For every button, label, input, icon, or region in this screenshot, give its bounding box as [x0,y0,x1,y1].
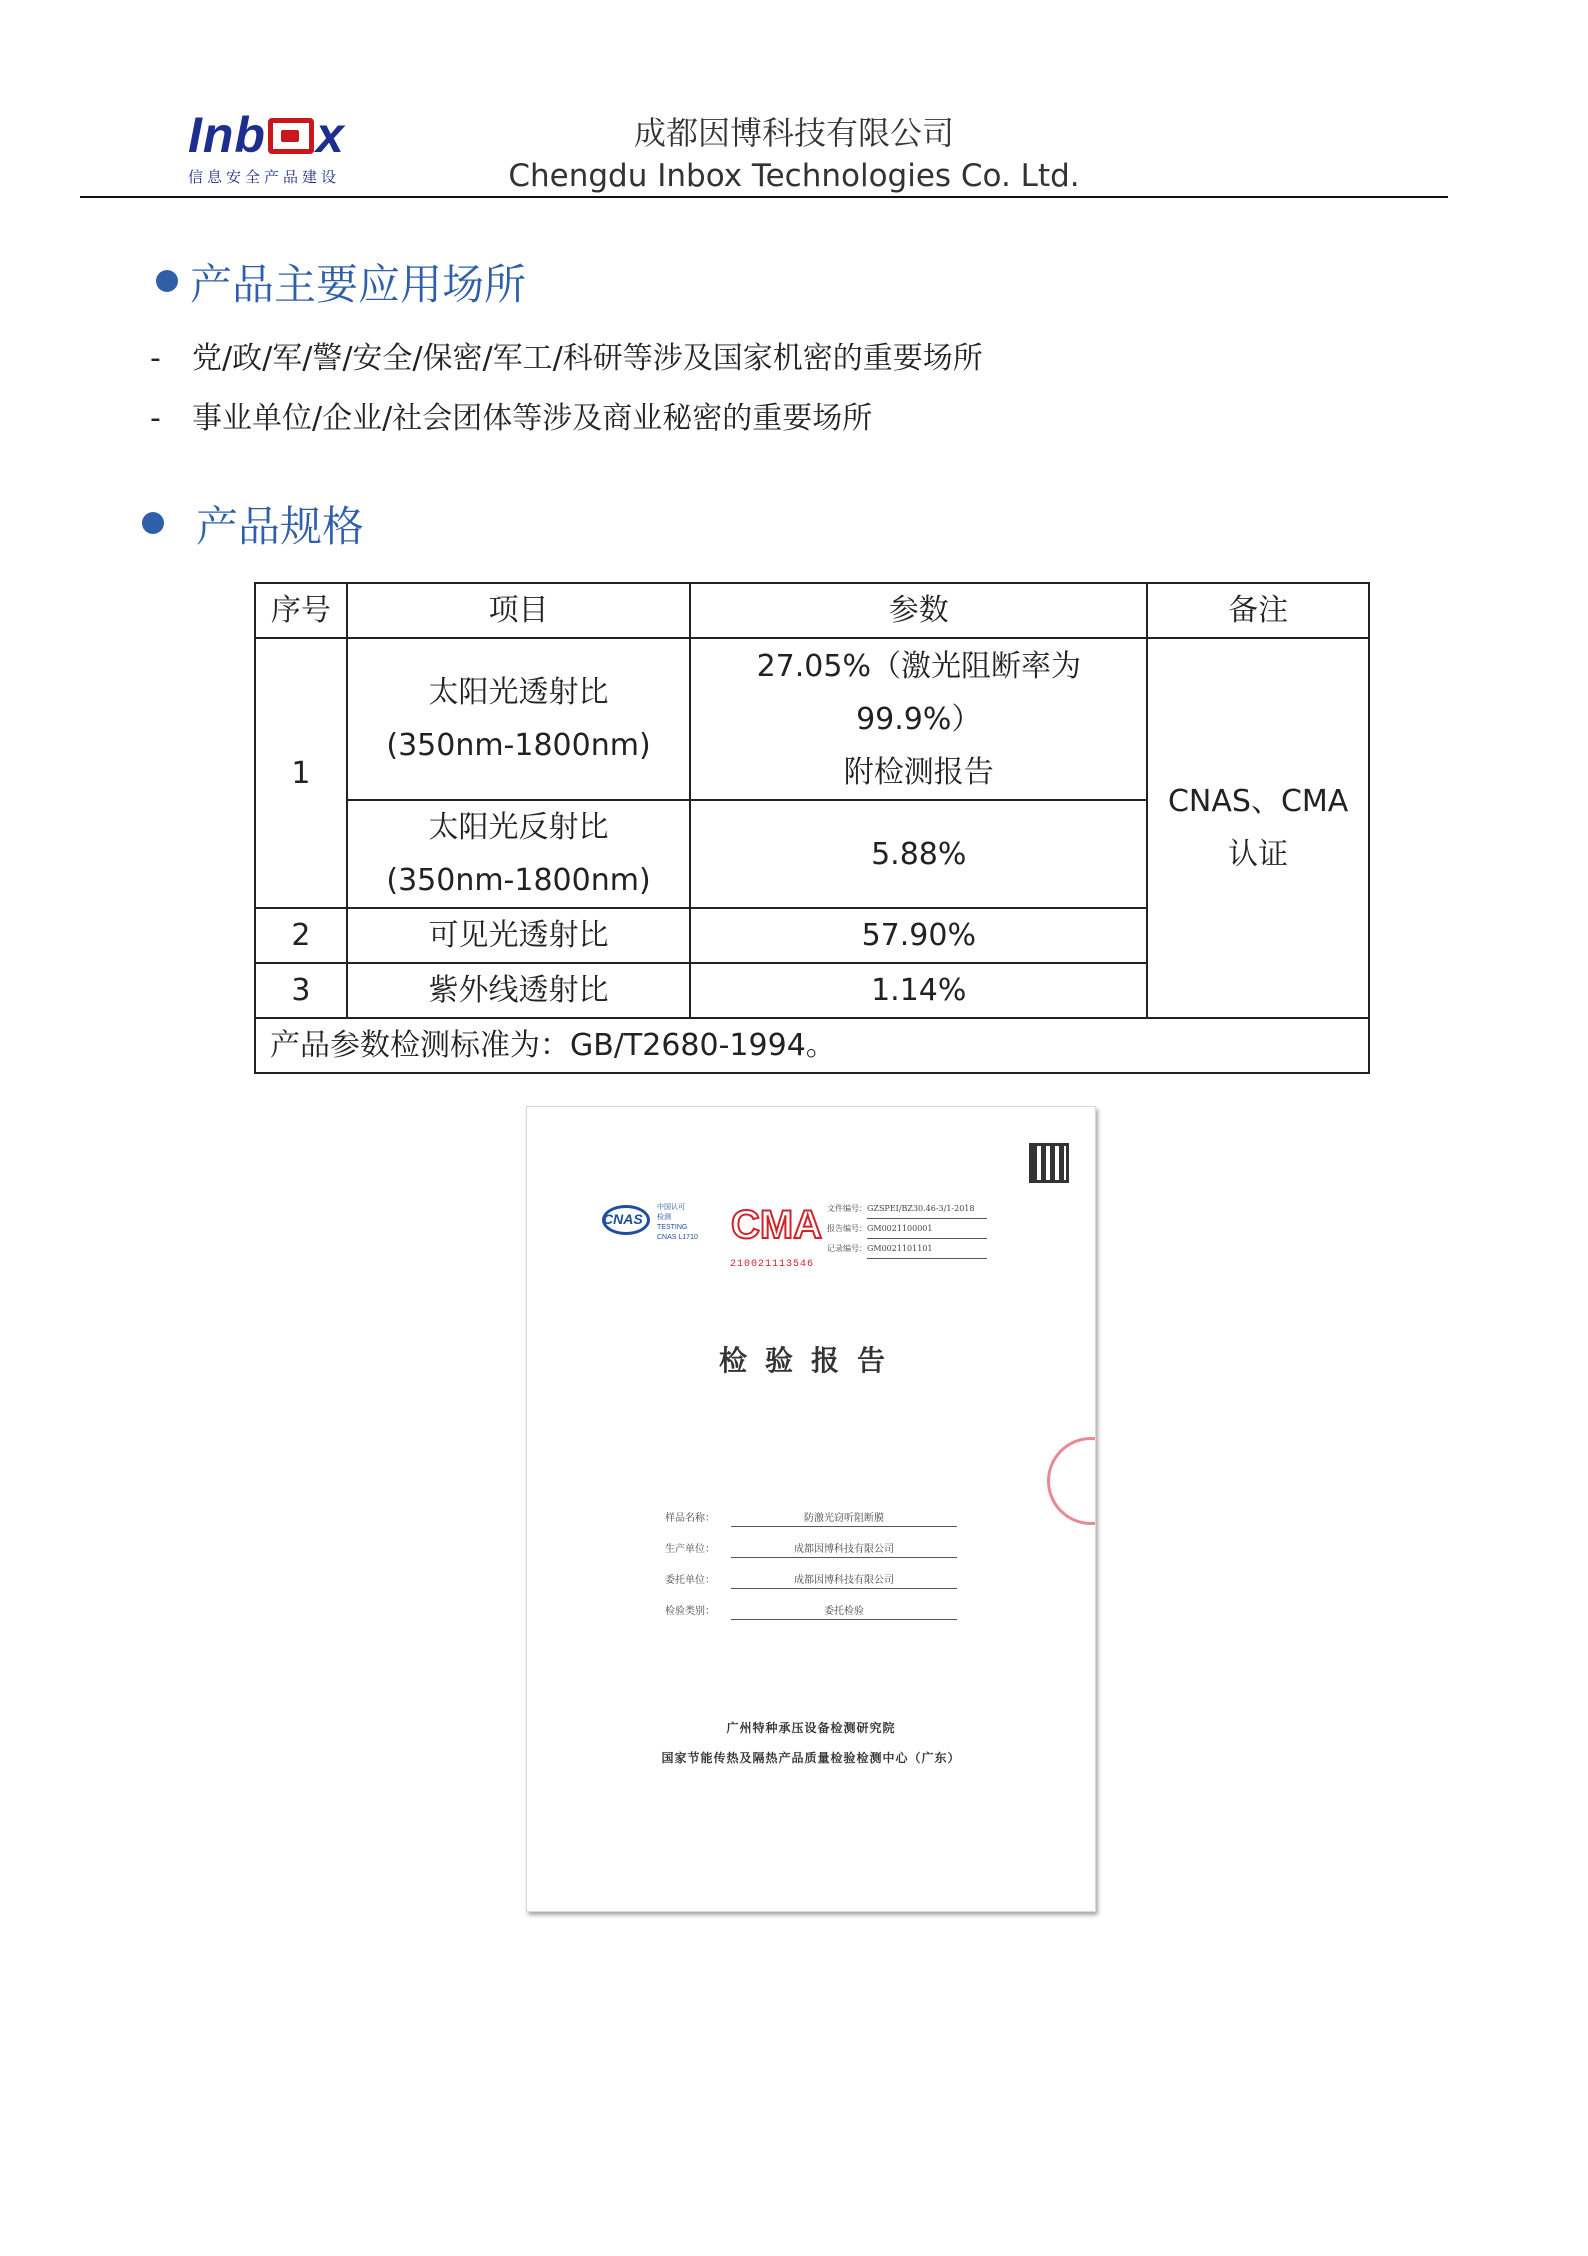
section-title-spec: 产品规格 [196,502,365,551]
cell-item: 太阳光透射比 (350nm-1800nm) [347,638,690,800]
report-codes: 文件编号：GZSPEI/BZ30.46-3/1-2018 报告编号：GM0021100001 记录编号：GM0021101101 [827,1199,987,1259]
header-divider [80,196,1448,198]
logo-wordmark: Inb x [188,107,345,163]
spec-table [254,582,1370,1074]
bullet-icon [142,512,164,534]
company-name-en: Chengdu Inbox Technologies Co. Ltd. [508,158,1080,194]
list-item: - 事业单位/企业/社会团体等涉及商业秘密的重要场所 [150,401,873,436]
report-field: 委托单位： 成都因博科技有限公司 [665,1565,957,1596]
header-no: 序号 [255,583,347,638]
report-title: 检验报告 [718,1344,903,1377]
cell-item: 紫外线透射比 [347,963,690,1018]
cell-no: 2 [255,908,347,963]
seal-stamp-icon [1047,1437,1096,1525]
report-field: 样品名称： 防激光窃听阻断膜 [665,1503,957,1534]
logo-tagline: 信息安全产品建设 [188,168,341,186]
table-footer-row [255,1018,1369,1073]
cnas-side-text: 中国认可 检测 TESTING CNAS L1710 [657,1204,698,1241]
list-item: - 党/政/军/警/安全/保密/军工/科研等涉及国家机密的重要场所 [150,341,983,376]
cell-item: 太阳光反射比 (350nm-1800nm) [347,800,690,908]
issuing-center: 国家节能传热及隔热产品质量检验检测中心（广东） [661,1751,961,1765]
header-item: 项目 [347,583,690,638]
cell-no: 1 [255,638,347,908]
company-name-cn: 成都因博科技有限公司 [633,114,954,152]
cell-param: 1.14% [690,963,1147,1018]
cell-param: 57.90% [690,908,1147,963]
cnas-logo: CNAS [603,1211,643,1227]
table-header-row [255,583,1369,638]
cma-logo: CMA [731,1203,823,1247]
section-title-application: 产品主要应用场所 [190,260,527,309]
qr-code-icon [1029,1143,1069,1183]
table-row [255,638,1369,800]
report-field: 生产单位： 成都因博科技有限公司 [665,1534,957,1565]
report-field: 检验类别： 委托检验 [665,1596,957,1627]
header-param: 参数 [690,583,1147,638]
inspection-report-image [526,1106,1096,1912]
cell-param: 27.05%（激光阻断率为 99.9%） 附检测报告 [690,638,1147,800]
header-remark: 备注 [1147,583,1369,638]
bullet-icon [156,270,178,292]
cell-param: 5.88% [690,800,1147,908]
cell-no: 3 [255,963,347,1018]
issuing-org: 广州特种承压设备检测研究院 [726,1721,896,1735]
cma-number: 210021113546 [730,1259,815,1270]
cell-item: 可见光透射比 [347,908,690,963]
standard-note: 产品参数检测标准为：GB/T2680-1994。 [255,1018,1369,1073]
report-fields [665,1503,957,1627]
cell-remark: CNAS、CMA 认证 [1147,638,1369,1018]
